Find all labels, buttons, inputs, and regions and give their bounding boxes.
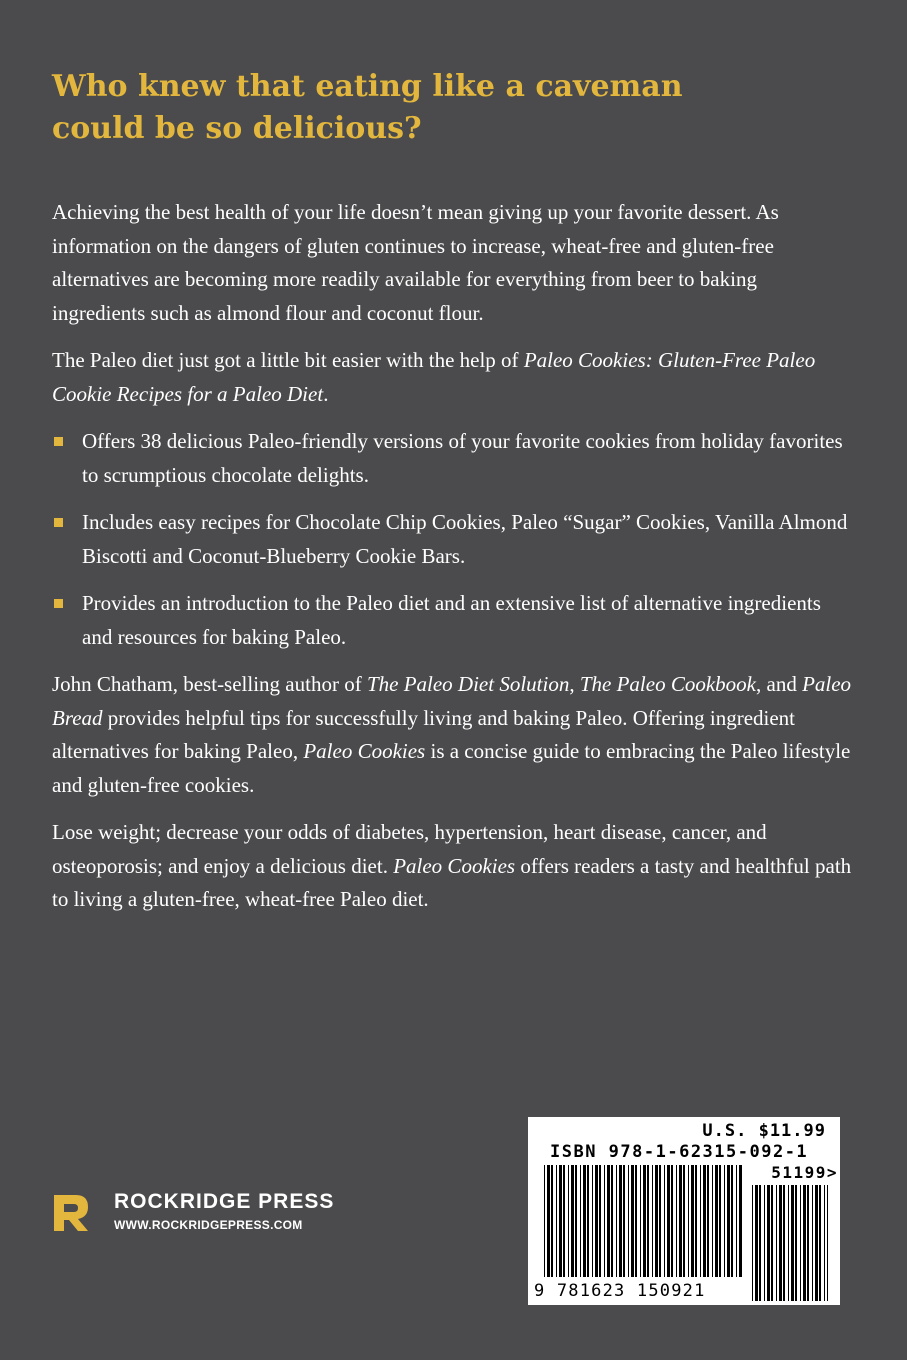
barcode-bar [683,1165,685,1277]
barcode-bar [559,1165,562,1277]
barcode-bar [659,1165,661,1277]
headline [52,66,852,150]
barcode-bar [607,1165,610,1277]
barcode-bar [791,1185,794,1301]
text-run: Lose weight; decrease your odds of diabetes, hypertension, heart disease, cancer, and osteoporosis; and enjoy a delicious diet. [52,820,767,878]
book-title: The Paleo Diet Solution [366,672,570,696]
description [52,196,852,931]
barcode-bar [771,1185,773,1301]
text-run: John Chatham, best-selling author of [52,672,367,696]
barcode-bar [703,1165,706,1277]
book-title: The Paleo Cookbook [579,672,756,696]
barcode-bar [547,1165,550,1277]
barcode-bar [731,1165,733,1277]
intro-paragraph: Achieving the best health of your life doesn’t mean giving up your favorite dessert. As information on the dangers of gluten continues to increase, wheat-free and gluten-free alternatives are becoming more readily available for everything from beer to baking ingredients such as almond flour and coconut flour. [52,200,779,325]
barcode-bar [800,1185,801,1301]
barcode-bar [551,1165,553,1277]
barcode-bar [759,1185,761,1301]
barcode-bar [812,1185,813,1301]
r-logo-icon [52,1193,92,1233]
barcode-bar [727,1165,730,1277]
text-run: . [323,381,329,406]
headline-line-1: Who knew that eating like a caveman [52,69,683,104]
barcode-bar [824,1185,825,1301]
barcode-bar [752,1185,753,1301]
barcode-bar [631,1165,634,1277]
barcode-bars [528,1117,840,1305]
barcode-bar [628,1165,629,1277]
barcode-bar [783,1185,785,1301]
barcode-bar [571,1165,574,1277]
barcode-bar [664,1165,665,1277]
list-item [52,506,852,573]
barcode-bar [575,1165,577,1277]
barcode-bar [592,1165,593,1277]
barcode-bar [815,1185,818,1301]
barcode-bar [776,1185,777,1301]
barcode-bar [544,1165,545,1277]
barcode-bar [739,1165,742,1277]
barcode-bar [616,1165,617,1277]
benefits-paragraph [52,816,852,917]
book-title: Paleo Bread [52,672,852,730]
barcode-bar [803,1185,806,1301]
headline-line-2: could be so delicious? [52,111,422,146]
barcode-bar [568,1165,569,1277]
barcode-bar [583,1165,586,1277]
barcode-bar [599,1165,601,1277]
barcode-bar [671,1165,673,1277]
barcode-bar [764,1185,765,1301]
text-run: The Paleo diet just got a little bit easier with the help of [52,348,524,372]
book-title: Paleo Cookies [393,853,516,878]
book-title: Paleo Cookies [303,739,426,763]
publisher-name: ROCKRIDGE PRESS [114,1190,335,1213]
barcode-bar [712,1165,713,1277]
barcode-bar [643,1165,646,1277]
book-title: Paleo Cookies: Gluten-Free Paleo Cookie Recipes for a Paleo Diet [52,348,816,406]
list-item-text: Includes easy recipes for Chocolate Chip Cookies, Paleo “Sugar” Cookies, Vanilla Almond Biscotti and Coconut-Blueberry Cookie Bars. [82,510,848,568]
barcode-bar [736,1165,737,1277]
text-run: provides helpful tips for successfully living and baking Paleo. Offering ingredient alternatives for baking Paleo, [52,705,796,763]
barcode-bar [647,1165,649,1277]
author-paragraph [52,668,852,802]
text-run: is a concise guide to embracing the Paleo lifestyle and gluten-free cookies. [52,739,851,797]
list-item [52,587,852,654]
list-item-text: Offers 38 delicious Paleo-friendly versions of your favorite cookies from holiday favorites to scrumptious chocolate delights. [82,429,843,487]
text-run: offers readers a tasty and healthful path to living a gluten-free, wheat-free Paleo diet. [52,853,852,911]
barcode-bar [595,1165,598,1277]
price-label: U.S. $11.99 [702,1121,826,1141]
barcode-bar [667,1165,670,1277]
barcode-bar [691,1165,694,1277]
paleo-diet-paragraph [52,344,852,411]
barcode-bar [604,1165,605,1277]
barcode-bar [807,1185,809,1301]
barcode-bar [767,1185,770,1301]
isbn-label: ISBN 978-1-62315-092-1 [550,1142,809,1162]
barcode-bar [611,1165,613,1277]
barcode-bar [719,1165,721,1277]
barcode-bar [695,1165,697,1277]
barcode-bar [640,1165,641,1277]
barcode-bar [700,1165,701,1277]
barcode-bar [755,1185,758,1301]
list-item-text: Provides an introduction to the Paleo diet and an extensive list of alternative ingredients and resources for baking Paleo. [82,591,821,649]
bullet-square-icon [54,518,63,527]
barcode-bar [688,1165,689,1277]
feature-list [52,425,852,654]
publisher-url: WWW.ROCKRIDGEPRESS.COM [114,1218,303,1232]
publisher-block [52,1190,334,1236]
ean-digits: 9 781623 150921 [534,1281,706,1301]
barcode-bar [788,1185,789,1301]
barcode-bar [580,1165,581,1277]
barcode-bar [676,1165,677,1277]
list-item [52,425,852,492]
barcode-bar [779,1185,782,1301]
barcode-bar [819,1185,821,1301]
bullet-square-icon [54,437,63,446]
addon-digits: 51199> [771,1163,838,1182]
barcode-bar [707,1165,709,1277]
isbn-barcode [528,1117,840,1305]
barcode-bar [563,1165,565,1277]
barcode-bar [652,1165,653,1277]
barcode-bar [655,1165,658,1277]
barcode-bar [715,1165,718,1277]
barcode-bar [623,1165,625,1277]
barcode-bar [587,1165,589,1277]
text-run: , [569,672,580,696]
barcode-bar [795,1185,797,1301]
barcode-bar [827,1185,828,1301]
barcode-bar [724,1165,725,1277]
barcode-bar [679,1165,682,1277]
bullet-square-icon [54,599,63,608]
text-run: , and [756,672,803,696]
barcode-bar [635,1165,637,1277]
barcode-bar [556,1165,557,1277]
barcode-bar [619,1165,622,1277]
